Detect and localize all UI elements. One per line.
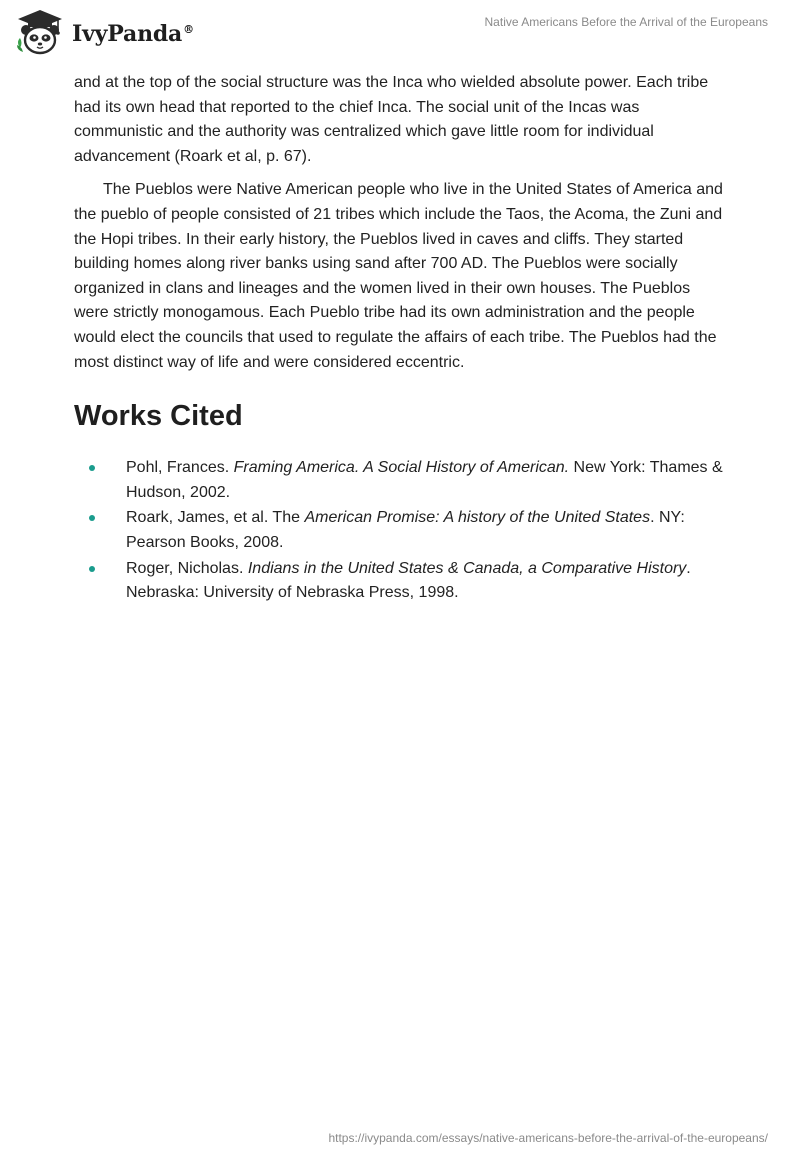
citation-author: Roark, James, et al. The <box>126 509 305 527</box>
bullet-icon <box>89 515 95 521</box>
source-url-link[interactable]: https://ivypanda.com/essays/native-americans-before-the-arrival-of-the-europeans/ <box>328 1131 768 1145</box>
brand-name <box>72 21 194 47</box>
citation-item <box>74 557 724 606</box>
citation-item <box>74 506 724 555</box>
citation-title: Framing America. A Social History of American. <box>233 459 570 477</box>
ivypanda-logo[interactable] <box>14 8 194 56</box>
citation-item <box>74 456 724 505</box>
works-cited-list <box>74 456 724 606</box>
registered-mark: ® <box>183 22 194 36</box>
bullet-icon <box>89 566 95 572</box>
essay-content <box>74 71 724 607</box>
citation-title: Indians in the United States & Canada, a Comparative History <box>247 559 687 577</box>
bullet-icon <box>89 465 95 471</box>
citation-title: American Promise: A history of the United States <box>304 509 651 527</box>
body-paragraph: The Pueblos were Native American people who live in the United States of America and the pueblo of people consisted of 21 tribes which include the Taos, the Acoma, the Zuni and the Hopi tribes. In their early history, the Pueblos lived in caves and cliffs. They started building homes along river banks using sand after 700 AD. The Pueblos were socially organized in clans and lineages and the women lived in their own houses. The Pueblos were strictly monogamous. Each Pueblo tribe had its own administration and the people would elect the councils that used to regulate the affairs of each tribe. The Pueblos had the most distinct way of life and were considered eccentric. <box>74 181 723 371</box>
works-cited-heading: Works Cited <box>74 400 243 433</box>
citation-author: Roger, Nicholas. <box>126 559 248 577</box>
citation-publisher: . Nebraska: University of Nebraska Press, 1998. <box>126 559 691 602</box>
body-paragraph: and at the top of the social structure was the Inca who wielded absolute power. Each tribe had its own head that reported to the chief Inca. The social unit of the Incas was communistic and the authority was centralized which gave little room for individual advancement (Roark et al, p. 67). <box>74 74 709 165</box>
document-title: Native Americans Before the Arrival of the Europeans <box>484 15 768 29</box>
brand-label: IvyPanda <box>72 21 183 47</box>
page-header <box>0 0 800 64</box>
citation-publisher: New York: Thames & Hudson, 2002. <box>126 459 723 501</box>
citation-author: Pohl, Frances. <box>126 459 234 477</box>
citation-publisher: . NY: Pearson Books, 2008. <box>126 509 685 551</box>
panda-graduate-icon <box>14 8 66 56</box>
